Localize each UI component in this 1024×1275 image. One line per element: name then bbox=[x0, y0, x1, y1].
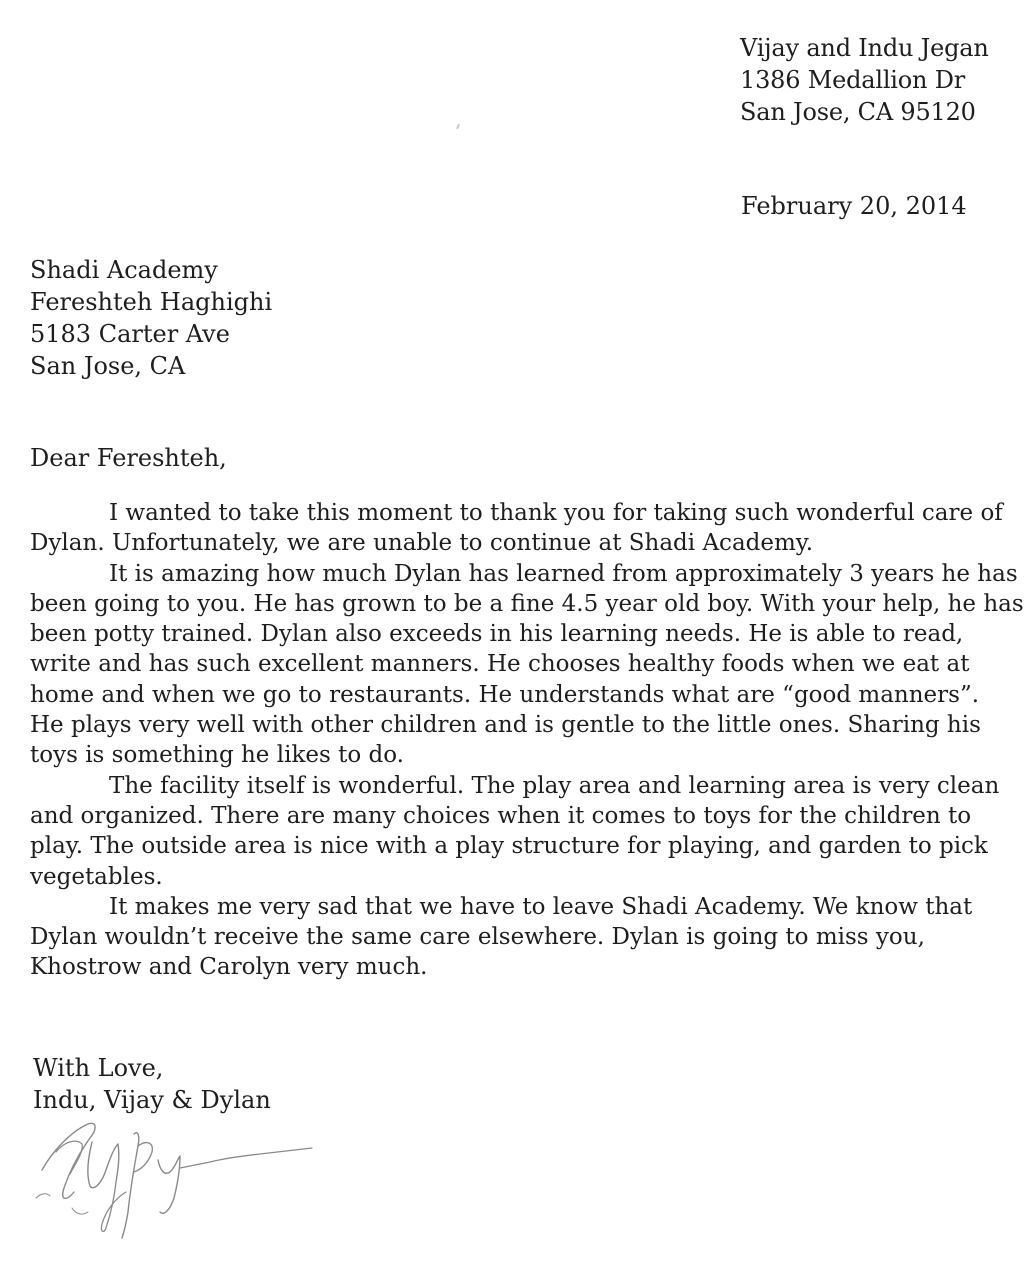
letter-body bbox=[30, 498, 1024, 983]
paragraph-4-line-1: It makes me very sad that we have to leave Shadi Academy. We know that bbox=[109, 893, 973, 920]
valediction: With Love, bbox=[33, 1054, 164, 1082]
sender-street: 1386 Medallion Dr bbox=[740, 66, 966, 94]
paragraph-1-line-1: I wanted to take this moment to thank you for taking such wonderful care of bbox=[109, 500, 1003, 526]
recipient-name: Fereshteh Haghighi bbox=[30, 288, 273, 316]
paragraph-2-line-2: been going to you. He has grown to be a fine 4.5 year old boy. With your help, he has bbox=[30, 590, 1024, 617]
recipient-street: 5183 Carter Ave bbox=[30, 320, 230, 348]
paragraph-1-line-2: Dylan. Unfortunately, we are unable to continue at Shadi Academy. bbox=[30, 530, 814, 557]
sender-city-state-zip: San Jose, CA 95120 bbox=[740, 98, 976, 126]
recipient-address-block bbox=[30, 254, 272, 382]
paragraph-2-line-7: toys is something he likes to do. bbox=[30, 742, 404, 769]
paragraph-4-line-3: Khostrow and Carolyn very much. bbox=[30, 954, 428, 981]
paragraph-2-line-3: been potty trained. Dylan also exceeds in his learning needs. He is able to read, bbox=[30, 621, 964, 648]
paragraph-3-line-1: The facility itself is wonderful. The play area and learning area is very clean bbox=[109, 772, 1000, 799]
letter-date: February 20, 2014 bbox=[741, 192, 967, 220]
paragraph-4-line-2: Dylan wouldn’t receive the same care elsewhere. Dylan is going to miss you, bbox=[30, 924, 925, 951]
paragraph-3-line-3: play. The outside area is nice with a play structure for playing, and garden to pick bbox=[30, 833, 988, 860]
paragraph-2-line-1: It is amazing how much Dylan has learned from approximately 3 years he has bbox=[109, 560, 1018, 587]
recipient-organization: Shadi Academy bbox=[30, 256, 218, 284]
salutation: Dear Fereshteh, bbox=[30, 444, 227, 472]
sender-name: Vijay and Indu Jegan bbox=[740, 34, 989, 62]
paper-speck bbox=[456, 124, 460, 129]
paragraph-2-line-5: home and when we go to restaurants. He understands what are “good manners”. bbox=[30, 681, 980, 708]
sender-address-block bbox=[740, 32, 989, 128]
closing-block bbox=[33, 1052, 271, 1116]
paragraph-3-line-4: vegetables. bbox=[30, 863, 163, 890]
recipient-city-state: San Jose, CA bbox=[30, 352, 186, 380]
handwritten-signature bbox=[30, 1112, 320, 1252]
closing-names: Indu, Vijay & Dylan bbox=[33, 1086, 271, 1114]
paragraph-2-line-4: write and has such excellent manners. He chooses healthy foods when we eat at bbox=[30, 651, 970, 678]
paragraph-2-line-6: He plays very well with other children and is gentle to the little ones. Sharing his bbox=[30, 712, 981, 739]
paragraph-3-line-2: and organized. There are many choices when it comes to toys for the children to bbox=[30, 802, 972, 829]
